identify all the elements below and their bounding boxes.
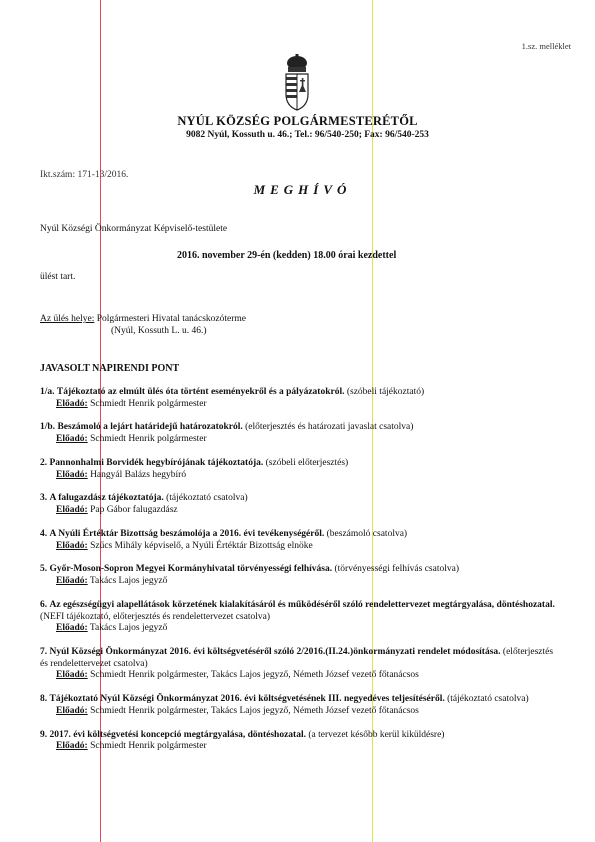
agenda-item-number: 6. <box>40 599 48 610</box>
agenda-item-number: 2. <box>40 457 48 468</box>
presenter-name: Hangyál Balázs hegybíró <box>90 469 187 480</box>
presenter-name: Takács Lajos jegyző <box>89 576 168 587</box>
agenda-item-presenter <box>40 741 560 753</box>
agenda-item-presenter <box>40 670 560 682</box>
issuer-title: NYÚL KÖZSÉG POLGÁRMESTERÉTŐL <box>177 114 418 128</box>
agenda-item <box>40 458 560 481</box>
agenda-item-title: 2017. évi költségvetési koncepció megtárgyalása, döntéshozatal. <box>49 729 306 740</box>
agenda-item-title: Az egészségügyi alapellátások körzetének kialakításáról és működéséről szóló rendelettervezet megtárgyalása, döntéshozatal. <box>49 599 555 610</box>
agenda-item-number: 1/b. <box>40 422 56 433</box>
presenter-label: Előadó: <box>56 705 88 716</box>
agenda-item-note: (beszámoló csatolva) <box>326 528 408 539</box>
agenda-item-title: Pannonhalmi Borvidék hegybírójának tájékoztatója. <box>49 457 264 468</box>
meeting-held-text: ülést tart. <box>40 272 76 282</box>
agenda-item-note: (a tervezet később kerül kiküldésre) <box>308 729 445 740</box>
agenda-item <box>40 387 560 410</box>
agenda-item-number: 1/a. <box>40 387 55 397</box>
agenda-item-note: (előterjesztés és rendelettervezet csatolva) <box>40 646 554 669</box>
agenda-item-title: Beszámoló a lejárt határidejű határozatokról. <box>57 422 243 433</box>
agenda-item-title: Tájékoztató Nyúl Községi Önkormányzat 2016. évi költségvetésének III. negyedéves teljesítéséről. <box>49 694 445 705</box>
presenter-label: Előadó: <box>56 741 88 752</box>
presenter-label: Előadó: <box>56 576 88 587</box>
presenter-name: Schmiedt Henrik polgármester <box>90 741 207 752</box>
issuer-address: 9082 Nyúl, Kossuth u. 46.; Tel.: 96/540-250; Fax: 96/540-253 <box>186 130 429 140</box>
presenter-label: Előadó: <box>56 540 88 551</box>
agenda-item-note: (törvényességi felhívás csatolva) <box>334 564 459 575</box>
presenter-name: Schmiedt Henrik polgármester, Takács Lajos jegyző, Németh József vezető főtanácsos <box>90 705 419 716</box>
agenda-item-title: Győr-Moson-Sopron Megyei Kormányhivatal törvényességi felhívása. <box>49 564 333 575</box>
agenda-item-number: 9. <box>40 729 48 740</box>
venue-place: Polgármesteri Hivatal tanácskozóterme <box>96 314 247 324</box>
agenda-item-title: Tájékoztató az elmúlt ülés óta történt eseményekről és a pályázatokról. <box>56 387 345 397</box>
presenter-label: Előadó: <box>56 469 88 480</box>
invite-body: Nyúl Községi Önkormányzat Képviselő-testülete <box>40 224 228 234</box>
agenda-item-note: (tájékoztató csatolva) <box>447 694 529 705</box>
presenter-label: Előadó: <box>56 670 88 681</box>
presenter-name: Takács Lajos jegyző <box>89 623 168 634</box>
agenda-item-presenter <box>40 706 560 718</box>
agenda-item-presenter <box>40 576 560 588</box>
presenter-name: Schmiedt Henrik polgármester <box>90 434 207 445</box>
agenda-item <box>40 529 560 552</box>
agenda-item <box>40 600 560 635</box>
coat-of-arms-icon <box>283 54 311 112</box>
agenda-item-number: 8. <box>40 694 48 705</box>
presenter-label: Előadó: <box>56 623 88 634</box>
agenda-item <box>40 422 560 445</box>
agenda-heading: JAVASOLT NAPIRENDI PONT <box>40 363 180 374</box>
agenda-item-number: 3. <box>40 493 48 504</box>
agenda-item-number: 4. <box>40 528 48 539</box>
agenda-item <box>40 493 560 516</box>
agenda-item-presenter <box>40 541 560 553</box>
agenda-item <box>40 694 560 717</box>
agenda-item-title: Nyúl Községi Önkormányzat 2016. évi költségvetéséről szóló 2/2016.(II.24.)önkormányzati rendelet módosítása. <box>49 646 501 657</box>
presenter-name: Schmiedt Henrik polgármester <box>90 398 207 409</box>
agenda-item-title: A falugazdász tájékoztatója. <box>49 493 164 504</box>
agenda-item <box>40 647 560 682</box>
agenda-item-presenter <box>40 399 560 411</box>
agenda-item-note: (szóbeli előterjesztés) <box>265 457 349 468</box>
meeting-date: 2016. november 29-én (kedden) 18.00 órai kezdettel <box>177 250 397 261</box>
attachment-label: 1.sz. melléklet <box>521 41 571 51</box>
agenda-item-note: (tájékoztató csatolva) <box>166 493 248 504</box>
agenda-item-note: (előterjesztés és határozati javaslat csatolva) <box>245 422 414 433</box>
agenda-item-note: (NEFI tájékoztató, előterjesztés és rendelettervezet csatolva) <box>40 611 270 622</box>
presenter-name: Pap Gábor falugazdász <box>90 505 178 516</box>
presenter-label: Előadó: <box>56 505 88 516</box>
registration-number: Ikt.szám: 171-13/2016. <box>40 170 129 180</box>
agenda-item-number: 5. <box>40 564 48 575</box>
agenda-item-presenter <box>40 470 560 482</box>
agenda-item-presenter <box>40 505 560 517</box>
presenter-name: Szűcs Mihály képviselő, a Nyúli Értéktár Bizottság elnöke <box>90 540 313 551</box>
agenda-item <box>40 730 560 753</box>
venue <box>40 313 246 337</box>
presenter-label: Előadó: <box>56 434 88 445</box>
agenda-item-number: 7. <box>40 646 48 657</box>
agenda-item-presenter <box>40 434 560 446</box>
agenda-item-note: (szóbeli tájékoztató) <box>346 387 425 397</box>
agenda-item-presenter <box>40 623 560 635</box>
venue-address: (Nyúl, Kossuth L. u. 46.) <box>111 326 207 336</box>
document-title: MEGHÍVÓ <box>253 182 352 197</box>
agenda-item <box>40 564 560 587</box>
agenda-list <box>40 387 560 765</box>
presenter-name: Schmiedt Henrik polgármester, Takács Lajos jegyző, Németh József vezető főtanácsos <box>90 670 419 681</box>
presenter-label: Előadó: <box>56 398 88 409</box>
agenda-item-title: A Nyúli Értéktár Bizottság beszámolója a 2016. évi tevékenységéről. <box>49 528 325 539</box>
venue-label: Az ülés helye: <box>40 314 95 324</box>
